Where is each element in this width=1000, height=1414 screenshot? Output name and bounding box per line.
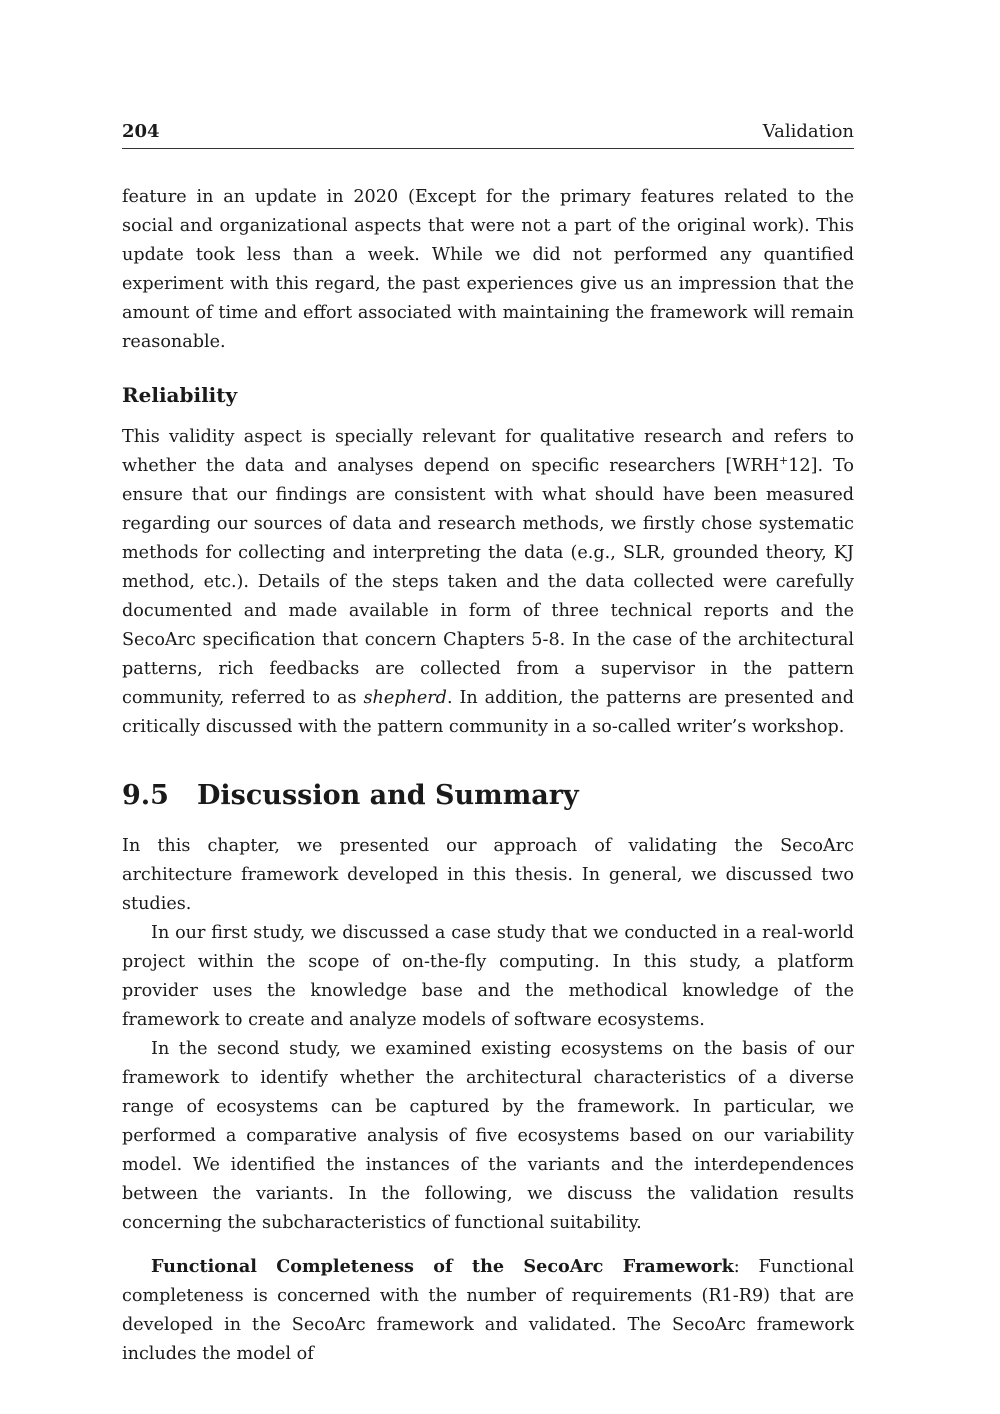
functional-paragraph <box>122 1252 854 1369</box>
reliability-paragraph <box>122 423 854 742</box>
reliability-text-1: This validity aspect is specially relevant for qualitative research and refers to whether the data and analyses depend on specific researchers [WRH <box>122 427 854 476</box>
section-number: 9.5 <box>122 780 169 811</box>
running-header <box>122 118 854 149</box>
page <box>122 118 854 1369</box>
section-title: Discussion and Summary <box>197 780 579 811</box>
citation-superscript: + <box>778 454 789 468</box>
reliability-text-3: . In addition, the patterns are presented and critically discussed with the pattern community in a so-called writer’s workshop. <box>122 688 854 737</box>
summary-paragraph-3: In the second study, we examined existing ecosystems on the basis of our framework to identify whether the architectural characteristics of a diverse range of ecosystems can be captured by the framework. In particular, we performed a comparative analysis of five ecosystems based on our variability model. We identified the instances of the variants and the interdependences between the variants. In the following, we discuss the validation results concerning the subcharacteristics of functional suitability. <box>122 1039 854 1233</box>
reliability-heading: Reliability <box>122 383 238 407</box>
functional-text: : Functional completeness is concerned with the number of requirements (R1-R9) that are developed in the SecoArc framework and validated. The SecoArc framework includes the model of <box>122 1257 854 1364</box>
section-heading <box>122 778 854 814</box>
functional-lead: Functional Completeness of the SecoArc Framework <box>151 1256 734 1277</box>
page-number: 204 <box>122 121 160 142</box>
chapter-title: Validation <box>762 121 854 142</box>
intro-paragraph: feature in an update in 2020 (Except for the primary features related to the social and organizational aspects that were not a part of the original work). This update took less than a week. While we did not performed any quantified experiment with this regard, the past experiences give us an impression that the amount of time and effort associated with maintaining the framework will remain reasonable. <box>122 187 854 352</box>
reliability-italic-term: shepherd <box>363 688 447 708</box>
summary-paragraph-1: In this chapter, we presented our approach of validating the SecoArc architecture framework developed in this thesis. In general, we discussed two studies. <box>122 836 854 914</box>
reliability-text-2: 12]. To ensure that our findings are consistent with what should have been measured regarding our sources of data and research methods, we firstly chose systematic methods for collecting and interpreting the data (e.g., SLR, grounded theory, KJ method, etc.). Details of the steps taken and the data collected were carefully documented and made available in form of three technical reports and the SecoArc specification that concern Chapters 5-8. In the case of the architectural patterns, rich feedbacks are collected from a supervisor in the pattern community, referred to as <box>122 456 854 708</box>
summary-paragraph-2: In our first study, we discussed a case study that we conducted in a real-world project within the scope of on-the-fly computing. In this study, a platform provider uses the knowledge base and the methodical knowledge of the framework to create and analyze models of software ecosystems. <box>122 923 854 1030</box>
